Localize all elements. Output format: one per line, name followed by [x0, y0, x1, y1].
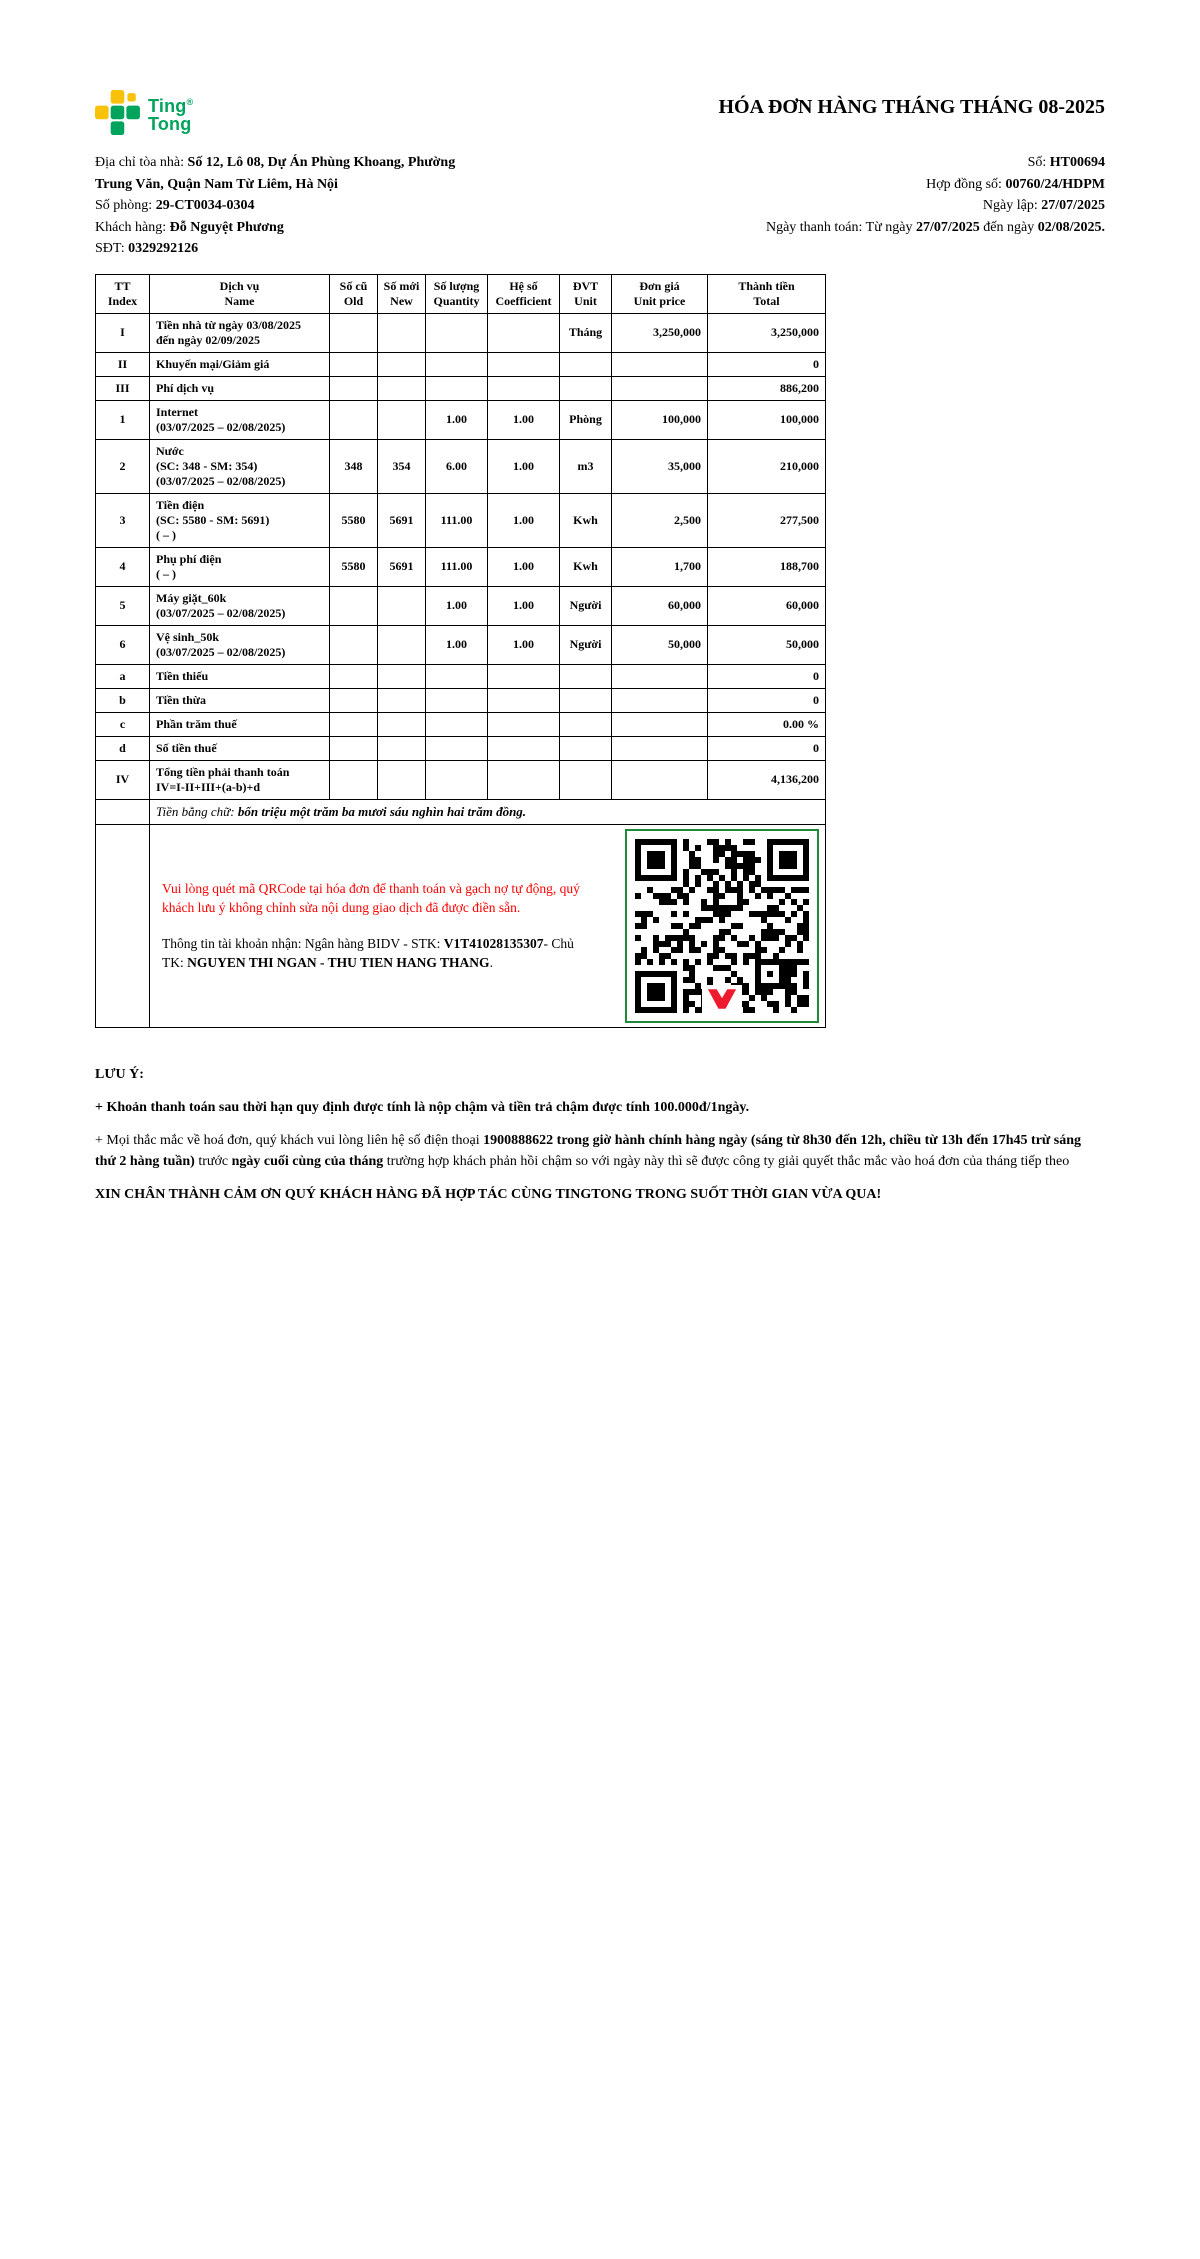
- invoice-info: [95, 152, 1105, 260]
- cell-qty: [426, 712, 488, 736]
- cell-total: 210,000: [708, 439, 826, 493]
- cell-tt: 5: [96, 586, 150, 625]
- cell-price: [612, 760, 708, 799]
- cell-name: Vệ sinh_50k (03/07/2025 – 02/08/2025): [150, 625, 330, 664]
- cell-unit: [560, 352, 612, 376]
- text-segment: XIN CHÂN THÀNH CẢM ƠN QUÝ KHÁCH HÀNG ĐÃ HỢP TÁC CÙNG TINGTONG TRONG SUỐT THỜI GIAN VỪA QUA!: [95, 1186, 882, 1202]
- cell-new: [378, 313, 426, 352]
- table-header-row: [96, 274, 826, 313]
- qr-instructions: [156, 879, 588, 973]
- note-thanks: [95, 1184, 995, 1205]
- qr-row: [96, 824, 826, 1027]
- cell-total: 188,700: [708, 547, 826, 586]
- cell-tt: III: [96, 376, 150, 400]
- cell-qty: 1.00: [426, 586, 488, 625]
- cell-coef: [488, 688, 560, 712]
- text-segment: Tiền bằng chữ:: [156, 803, 238, 819]
- cell-price: 2,500: [612, 493, 708, 547]
- cell-tt: a: [96, 664, 150, 688]
- cell-new: [378, 688, 426, 712]
- cell-name: Phần trăm thuế: [150, 712, 330, 736]
- cell-old: [330, 760, 378, 799]
- text-segment: NGUYEN THI NGAN - THU TIEN HANG THANG: [187, 955, 490, 971]
- table-row: [96, 625, 826, 664]
- cell-old: [330, 352, 378, 376]
- vietqr-v-icon: [707, 988, 737, 1010]
- cell-name: Tiền nhà từ ngày 03/08/2025 đến ngày 02/09/2025: [150, 313, 330, 352]
- cell-unit: Phòng: [560, 400, 612, 439]
- text-segment: V1T41028135307: [443, 935, 544, 951]
- text-segment: Thông tin tài khoản nhận: Ngân hàng BIDV - STK:: [162, 935, 444, 951]
- cell-total: 0: [708, 664, 826, 688]
- cell-qty: [426, 688, 488, 712]
- cell-coef: [488, 664, 560, 688]
- table-row: [96, 688, 826, 712]
- cell-new: 5691: [378, 493, 426, 547]
- cell-old: [330, 664, 378, 688]
- cell-total: 0: [708, 688, 826, 712]
- bank-account-info: [162, 934, 588, 973]
- cell-qty: 111.00: [426, 547, 488, 586]
- cell-tt: II: [96, 352, 150, 376]
- cell-total: 277,500: [708, 493, 826, 547]
- text-segment: Ngày lập:: [982, 198, 1042, 213]
- cell-unit: m3: [560, 439, 612, 493]
- col-header-unit-price: Đơn giá Unit price: [612, 274, 708, 313]
- cell-unit: [560, 688, 612, 712]
- cell-total: 100,000: [708, 400, 826, 439]
- table-row: [96, 439, 826, 493]
- text-segment: 29-CT0034-0304: [155, 198, 255, 213]
- cell-name: Tiền thiếu: [150, 664, 330, 688]
- col-header-index: TT Index: [96, 274, 150, 313]
- invoice-table: [95, 274, 826, 1028]
- amount-in-words: [150, 799, 826, 824]
- cell-old: [330, 688, 378, 712]
- cell-new: [378, 664, 426, 688]
- cell-coef: [488, 736, 560, 760]
- cell-qty: 111.00: [426, 493, 488, 547]
- cell-name: Internet (03/07/2025 – 02/08/2025): [150, 400, 330, 439]
- cell-tt: 6: [96, 625, 150, 664]
- cell-tt: 1: [96, 400, 150, 439]
- note-hotline: [95, 1130, 1095, 1172]
- cell-unit: Người: [560, 625, 612, 664]
- cell-total: 50,000: [708, 625, 826, 664]
- customer-info: [95, 152, 493, 260]
- cell-unit: Tháng: [560, 313, 612, 352]
- cell-coef: 1.00: [488, 400, 560, 439]
- text-segment: bốn triệu một trăm ba mươi sáu nghìn hai trăm đồng.: [237, 803, 527, 819]
- table-row: [96, 664, 826, 688]
- cell-new: [378, 586, 426, 625]
- text-segment: 27/07/2025: [916, 219, 980, 235]
- invoice-meta: [625, 152, 1105, 260]
- cell-total: 886,200: [708, 376, 826, 400]
- cell-coef: [488, 712, 560, 736]
- text-segment: trước: [194, 1153, 232, 1169]
- table-row: [96, 586, 826, 625]
- cell-new: [378, 712, 426, 736]
- cell-price: 60,000: [612, 586, 708, 625]
- cell-new: [378, 736, 426, 760]
- building-address: [95, 152, 493, 195]
- cell-qty: [426, 760, 488, 799]
- cell-price: 1,700: [612, 547, 708, 586]
- cell-name: Máy giặt_60k (03/07/2025 – 02/08/2025): [150, 586, 330, 625]
- table-row: [96, 493, 826, 547]
- cell-coef: [488, 313, 560, 352]
- cell-qty: 1.00: [426, 400, 488, 439]
- qr-frame: [625, 829, 819, 1023]
- registered-mark: ®: [186, 97, 194, 107]
- cell-qty: [426, 376, 488, 400]
- col-header-coefficient: Hệ số Coefficient: [488, 274, 560, 313]
- text-segment: 1900888622 trong giờ hành chính hàng ngày (sáng từ 8h30 đến 12h, chiều từ 13h đến 17h45 trừ sáng thứ 2 hàng tuần): [95, 1132, 1082, 1169]
- col-header-unit: ĐVT Unit: [560, 274, 612, 313]
- col-header-name: Dịch vụ Name: [150, 274, 330, 313]
- table-row: [96, 313, 826, 352]
- text-segment: 0329292126: [128, 241, 199, 256]
- cell-total: 0: [708, 736, 826, 760]
- text-segment: + Khoản thanh toán sau thời hạn quy định được tính là nộp chậm và tiền trả chậm được tính 100.000đ/1ngày.: [95, 1099, 750, 1115]
- cell-coef: 1.00: [488, 625, 560, 664]
- col-header-old: Số cũ Old: [330, 274, 378, 313]
- contract-number: [625, 174, 1105, 196]
- text-segment: SĐT:: [95, 241, 129, 256]
- cell-name: Phụ phí điện ( – ): [150, 547, 330, 586]
- col-header-total: Thành tiền Total: [708, 274, 826, 313]
- cell-coef: [488, 376, 560, 400]
- cell-old: 348: [330, 439, 378, 493]
- cell-price: [612, 736, 708, 760]
- cell-old: [330, 400, 378, 439]
- cell-unit: [560, 760, 612, 799]
- text-segment: Số:: [1027, 155, 1050, 170]
- customer-phone: [95, 238, 493, 260]
- text-segment: Số phòng:: [95, 198, 156, 213]
- note-late-payment: [95, 1097, 1095, 1118]
- invoice-table-head: [96, 274, 826, 313]
- text-segment: Khách hàng:: [95, 219, 170, 235]
- cell-old: [330, 376, 378, 400]
- cell-tt: 2: [96, 439, 150, 493]
- text-segment: 02/08/2025.: [1037, 219, 1105, 235]
- cell-name: Nước (SC: 348 - SM: 354) (03/07/2025 – 02/08/2025): [150, 439, 330, 493]
- qr-payment-note: Vui lòng quét mã QRCode tại hóa đơn để thanh toán và gạch nợ tự động, quý khách lưu ý không chỉnh sửa nội dung giao dịch đã được điền sẵn.: [162, 880, 580, 916]
- cell-qty: [426, 313, 488, 352]
- cell-qty: [426, 736, 488, 760]
- table-row: [96, 400, 826, 439]
- cell-unit: [560, 664, 612, 688]
- tingtong-logo-text: [148, 93, 193, 133]
- header: [95, 90, 1105, 136]
- cell-name: Khuyến mại/Giảm giá: [150, 352, 330, 376]
- text-segment: Số 12, Lô 08, Dự Án Phùng Khoang, Phường Trung Văn, Quận Nam Từ Liêm, Hà Nội: [95, 155, 456, 192]
- text-segment: Hợp đồng số:: [926, 176, 1006, 192]
- cell-name: Phí dịch vụ: [150, 376, 330, 400]
- cell-total: 0: [708, 352, 826, 376]
- cell-price: [612, 712, 708, 736]
- cell-new: 354: [378, 439, 426, 493]
- text-segment: 00760/24/HDPM: [1005, 176, 1105, 192]
- tingtong-logo-icon: [95, 90, 141, 136]
- cell-new: [378, 400, 426, 439]
- cell-price: [612, 352, 708, 376]
- text-segment: Đỗ Nguyệt Phương: [169, 219, 284, 235]
- page-title: HÓA ĐƠN HÀNG THÁNG THÁNG 08-2025: [718, 96, 1105, 118]
- cell-new: [378, 352, 426, 376]
- cell-tt: 4: [96, 547, 150, 586]
- cell-old: [330, 712, 378, 736]
- cell-old: 5580: [330, 547, 378, 586]
- customer-name: [95, 217, 493, 239]
- cell-coef: 1.00: [488, 493, 560, 547]
- cell-new: [378, 625, 426, 664]
- cell-tt: IV: [96, 760, 150, 799]
- cell-tt: d: [96, 736, 150, 760]
- cell-coef: 1.00: [488, 439, 560, 493]
- notes-heading: LƯU Ý:: [95, 1066, 144, 1082]
- table-row: [96, 736, 826, 760]
- cell-tt: 3: [96, 493, 150, 547]
- cell-coef: [488, 352, 560, 376]
- qr-section: [150, 824, 826, 1027]
- logo-word-tong: Tong: [148, 114, 192, 134]
- text-segment: 27/07/2025: [1041, 198, 1105, 213]
- issue-date: [625, 195, 1105, 217]
- text-segment: Ngày thanh toán: Từ ngày: [765, 219, 916, 235]
- col-header-new: Số mới New: [378, 274, 426, 313]
- cell-old: [330, 736, 378, 760]
- text-segment: + Mọi thắc mắc về hoá đơn, quý khách vui lòng liên hệ số điện thoại: [95, 1132, 484, 1148]
- invoice-table-body: [96, 313, 826, 799]
- text-segment: HT00694: [1049, 155, 1105, 170]
- text-segment: trường hợp khách phản hồi chậm so với ngày này thì sẽ được công ty giải quyết thắc mắc vào hoá đơn của tháng tiếp theo: [383, 1153, 1070, 1169]
- cell-total: 60,000: [708, 586, 826, 625]
- tingtong-logo: [95, 90, 193, 136]
- empty-cell: [96, 824, 150, 1027]
- vietqr-logo: [702, 985, 742, 1013]
- table-row: [96, 376, 826, 400]
- cell-qty: 6.00: [426, 439, 488, 493]
- cell-coef: 1.00: [488, 547, 560, 586]
- cell-tt: c: [96, 712, 150, 736]
- cell-old: [330, 586, 378, 625]
- cell-old: 5580: [330, 493, 378, 547]
- room-number: [95, 195, 493, 217]
- text-segment: đến ngày: [979, 219, 1038, 235]
- cell-name: Số tiền thuế: [150, 736, 330, 760]
- empty-cell: [96, 799, 150, 824]
- table-row: [96, 547, 826, 586]
- cell-price: [612, 664, 708, 688]
- footer-notes: [95, 1064, 1095, 1205]
- cell-unit: Kwh: [560, 547, 612, 586]
- cell-name: Tiền thừa: [150, 688, 330, 712]
- cell-qty: [426, 352, 488, 376]
- cell-price: 3,250,000: [612, 313, 708, 352]
- cell-price: [612, 688, 708, 712]
- cell-qty: 1.00: [426, 625, 488, 664]
- table-row: [96, 352, 826, 376]
- text-segment: .: [489, 955, 493, 971]
- cell-unit: [560, 376, 612, 400]
- table-row: [96, 712, 826, 736]
- text-segment: - Chủ TK:: [162, 935, 574, 971]
- cell-new: 5691: [378, 547, 426, 586]
- invoice-number: [625, 152, 1105, 174]
- cell-new: [378, 376, 426, 400]
- payment-period: [625, 217, 1105, 239]
- cell-unit: [560, 712, 612, 736]
- cell-unit: [560, 736, 612, 760]
- cell-price: 50,000: [612, 625, 708, 664]
- cell-price: 100,000: [612, 400, 708, 439]
- cell-total: 4,136,200: [708, 760, 826, 799]
- cell-name: Tiền điện (SC: 5580 - SM: 5691) ( – ): [150, 493, 330, 547]
- invoice-table-footer: [96, 799, 826, 1027]
- cell-total: 0.00 %: [708, 712, 826, 736]
- text-segment: Địa chỉ tòa nhà:: [95, 155, 188, 170]
- text-segment: ngày cuối cùng của tháng: [231, 1153, 384, 1169]
- cell-coef: [488, 760, 560, 799]
- col-header-quantity: Số lượng Quantity: [426, 274, 488, 313]
- cell-unit: Người: [560, 586, 612, 625]
- cell-old: [330, 313, 378, 352]
- cell-total: 3,250,000: [708, 313, 826, 352]
- cell-qty: [426, 664, 488, 688]
- logo-word-ting: Ting: [148, 96, 187, 116]
- cell-name: Tổng tiền phải thanh toán IV=I-II+III+(a-b)+d: [150, 760, 330, 799]
- cell-price: [612, 376, 708, 400]
- cell-unit: Kwh: [560, 493, 612, 547]
- table-row: [96, 760, 826, 799]
- cell-tt: I: [96, 313, 150, 352]
- cell-old: [330, 625, 378, 664]
- amount-in-words-row: [96, 799, 826, 824]
- cell-price: 35,000: [612, 439, 708, 493]
- cell-new: [378, 760, 426, 799]
- cell-tt: b: [96, 688, 150, 712]
- cell-coef: 1.00: [488, 586, 560, 625]
